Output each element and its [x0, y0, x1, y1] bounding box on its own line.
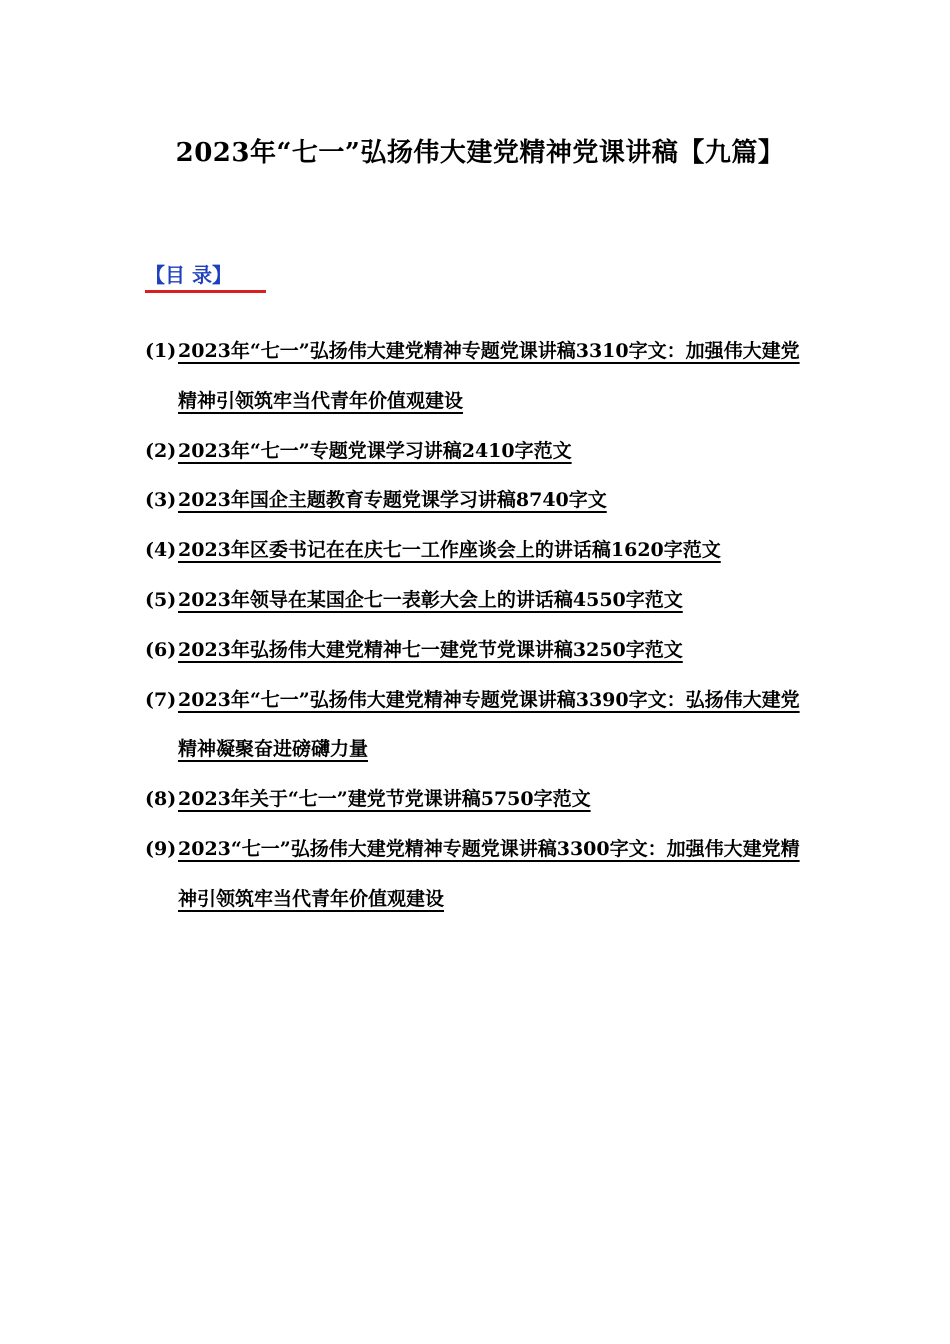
toc-link-9[interactable]: 2023“七一”弘扬伟大建党精神专题党课讲稿3300字文：加强伟大建党精神引领筑牢当代青年价值观建设 — [178, 837, 800, 910]
toc-number: (7) — [145, 688, 177, 711]
toc-item-5 — [145, 576, 805, 626]
toc-item-4 — [145, 526, 805, 576]
toc-link-7[interactable]: 2023年“七一”弘扬伟大建党精神专题党课讲稿3390字文：弘扬伟大建党精神凝聚奋进磅礴力量 — [178, 688, 800, 761]
toc-link-3[interactable]: 2023年国企主题教育专题党课学习讲稿8740字文 — [178, 489, 607, 512]
toc-number: (3) — [145, 489, 177, 512]
toc-link-4[interactable]: 2023年区委书记在在庆七一工作座谈会上的讲话稿1620字范文 — [178, 539, 721, 562]
toc-item-6 — [145, 626, 805, 676]
toc-number: (1) — [145, 340, 177, 362]
toc-item-2 — [145, 427, 805, 477]
toc-number: (4) — [145, 539, 177, 562]
toc-link-5[interactable]: 2023年领导在某国企七一表彰大会上的讲话稿4550字范文 — [178, 588, 683, 611]
toc-number: (8) — [145, 788, 177, 811]
toc-link-1[interactable]: 2023年“七一”弘扬伟大建党精神专题党课讲稿3310字文：加强伟大建党精神引领筑牢当代青年价值观建设 — [178, 340, 800, 412]
toc-item-8 — [145, 775, 805, 825]
toc-item-7 — [145, 676, 805, 776]
toc-number: (2) — [145, 439, 177, 462]
toc-heading: 【目 录】 — [145, 262, 266, 293]
toc-number: (6) — [145, 638, 177, 661]
toc-number: (5) — [145, 588, 177, 611]
toc-link-8[interactable]: 2023年关于“七一”建党节党课讲稿5750字范文 — [178, 788, 591, 811]
document-title: 2023年“七一”弘扬伟大建党精神党课讲稿【九篇】 — [175, 138, 785, 168]
toc-link-6[interactable]: 2023年弘扬伟大建党精神七一建党节党课讲稿3250字范文 — [178, 638, 683, 661]
toc-item-9 — [145, 825, 805, 925]
table-of-contents — [145, 327, 805, 925]
toc-item-1 — [145, 327, 805, 427]
toc-item-3 — [145, 476, 805, 526]
toc-link-2[interactable]: 2023年“七一”专题党课学习讲稿2410字范文 — [178, 439, 572, 462]
toc-number: (9) — [145, 837, 177, 860]
